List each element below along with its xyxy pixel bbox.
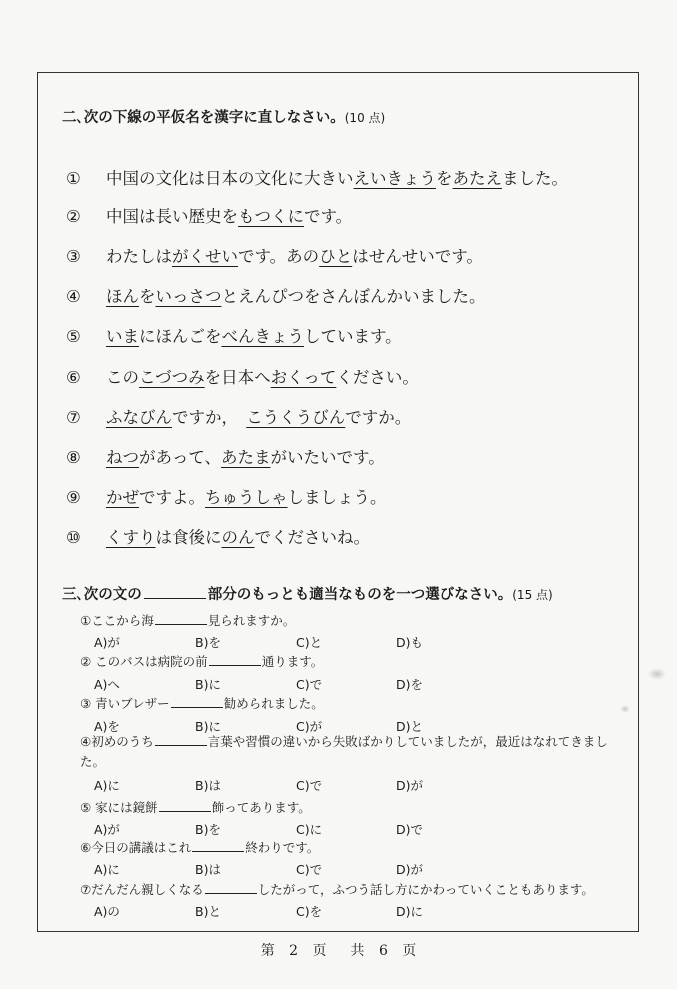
answer-option: A)に xyxy=(94,778,120,793)
item-text: を xyxy=(139,287,156,306)
question-before-blank: ⑦だんだん親しくなる xyxy=(80,882,204,897)
item-text: 中国は長い歴史を xyxy=(106,207,238,226)
answer-option: B)を xyxy=(195,822,221,837)
item-text: は食後に xyxy=(155,528,222,547)
question-after-blank: したがって，ふつう話し方にかわっていくこともあります。 xyxy=(257,882,594,897)
underlined-kana: がくせい xyxy=(172,247,238,266)
underlined-kana: あたま xyxy=(221,448,271,467)
answer-option: C)が xyxy=(296,719,323,734)
item-text: を日本へ xyxy=(204,368,271,387)
item-number: ① xyxy=(66,169,81,188)
page-number: 第 2 页 xyxy=(260,943,327,959)
item-number: ⑨ xyxy=(66,488,81,507)
answer-blank xyxy=(192,851,244,852)
question-after-blank: 勧められました。 xyxy=(223,696,324,711)
item-text: にほんごを xyxy=(139,327,222,346)
underlined-kana: いっさつ xyxy=(155,287,222,306)
item-text: この xyxy=(106,368,139,387)
question-before-blank: ⑥今日の講議はこれ xyxy=(80,840,192,855)
underlined-kana: おくって xyxy=(270,368,337,387)
answer-option: D)を xyxy=(396,677,424,692)
underlined-kana: ねつ xyxy=(106,448,139,467)
item-text: ですか。 xyxy=(345,408,412,427)
item-text: しましょう。 xyxy=(287,488,387,507)
section3-title xyxy=(62,583,553,604)
section3-title-after: 部分のもっとも適当なものを一つ選びなさい。 xyxy=(207,587,513,603)
item-number: ③ xyxy=(66,247,81,266)
item-number: ② xyxy=(66,207,81,226)
vocab-item xyxy=(66,165,568,189)
section2-points: (10 点) xyxy=(344,111,386,125)
question-after-blank: 終わりです。 xyxy=(245,840,320,855)
answer-option: C)で xyxy=(296,677,323,692)
answer-option: D)と xyxy=(396,719,424,734)
answer-option: A)が xyxy=(94,635,120,650)
section3-points: (15 点) xyxy=(512,588,553,602)
answer-option: C)を xyxy=(296,904,323,919)
answer-option: B)は xyxy=(195,862,221,877)
question-before-blank: ② このバスは病院の前 xyxy=(80,654,208,669)
answer-option: C)で xyxy=(296,862,323,877)
answer-option: D)で xyxy=(396,822,424,837)
vocab-item xyxy=(66,404,411,428)
underlined-kana: えいきょう xyxy=(353,169,436,188)
vocab-item xyxy=(66,203,352,227)
section2-title-text: 二､次の下線の平仮名を漢字に直しなさい。 xyxy=(62,110,345,126)
item-text: とえんぴつをさんぼんかいました。 xyxy=(221,287,486,306)
answer-blank xyxy=(205,893,257,894)
item-number: ④ xyxy=(66,287,81,306)
vocab-item xyxy=(66,283,486,307)
vocab-item xyxy=(66,243,483,267)
item-text: です。あの xyxy=(238,247,320,266)
underlined-kana: こづつみ xyxy=(139,368,205,387)
item-text: です。 xyxy=(304,207,353,226)
question-text xyxy=(80,611,295,629)
question-text xyxy=(80,732,628,772)
answer-blank xyxy=(159,811,211,812)
underlined-kana: もつくに xyxy=(238,207,304,226)
underlined-kana: ちゅうしゃ xyxy=(205,488,288,507)
answer-option: D)が xyxy=(396,778,424,793)
vocab-item xyxy=(66,444,385,468)
answer-option: D)も xyxy=(396,635,424,650)
answer-blank xyxy=(209,665,261,666)
underlined-kana: こうくうびん xyxy=(246,408,346,427)
underlined-kana: くすり xyxy=(106,528,156,547)
item-text: ですよ。 xyxy=(139,488,205,507)
vocab-item xyxy=(66,484,387,508)
answer-option: D)に xyxy=(396,904,424,919)
vocab-item xyxy=(66,524,370,548)
scan-smudge xyxy=(648,668,666,680)
question-text xyxy=(80,880,594,898)
answer-option: C)と xyxy=(296,635,323,650)
question-before-blank: ③ 青いブレザー xyxy=(80,696,170,711)
question-before-blank: ④初めのうち xyxy=(80,734,154,749)
page-footer xyxy=(0,940,677,960)
item-number: ⑤ xyxy=(66,327,81,346)
underlined-kana: あたえ xyxy=(452,169,502,188)
section2-title xyxy=(62,106,385,127)
answer-option: A)へ xyxy=(94,677,120,692)
answer-option: B)は xyxy=(195,778,221,793)
item-text: がいたいです。 xyxy=(270,448,385,467)
question-after-blank: 言葉や習慣の違いから失敗ばかりしていましたが，最近はなれてきました。 xyxy=(80,734,608,769)
question-after-blank: 見られますか。 xyxy=(207,613,296,628)
question-text xyxy=(80,838,319,856)
underlined-kana: のん xyxy=(221,528,255,547)
item-text: ですか， xyxy=(172,408,247,427)
vocab-item xyxy=(66,323,402,347)
answer-option: A)の xyxy=(94,904,120,919)
item-number: ⑥ xyxy=(66,368,81,387)
answer-option: A)が xyxy=(94,822,120,837)
item-number: ⑦ xyxy=(66,408,81,427)
question-text xyxy=(80,694,324,712)
item-text: はせんせいです。 xyxy=(352,247,483,266)
section3-title-before: 三､次の文の xyxy=(62,587,142,603)
question-before-blank: ①ここから海 xyxy=(80,613,154,628)
answer-option: A)を xyxy=(94,719,120,734)
question-after-blank: 通ります。 xyxy=(261,654,324,669)
item-text: わたしは xyxy=(106,247,172,266)
vocab-item xyxy=(66,364,419,388)
page-total: 共 6 页 xyxy=(350,943,417,959)
underlined-kana: ふなびん xyxy=(106,408,172,427)
question-after-blank: 飾ってあります。 xyxy=(211,800,311,815)
answer-blank xyxy=(155,745,207,746)
question-before-blank: ⑤ 家には鏡餅 xyxy=(80,800,158,815)
item-text: でくださいね。 xyxy=(254,528,370,547)
scan-smudge xyxy=(620,705,630,713)
item-number: ⑧ xyxy=(66,448,81,467)
question-text xyxy=(80,652,323,670)
item-number: ⑩ xyxy=(66,528,81,547)
answer-blank xyxy=(171,707,223,708)
answer-option: B)に xyxy=(195,677,221,692)
underlined-kana: かぜ xyxy=(106,488,139,507)
item-text: を xyxy=(436,169,453,188)
item-text: ました。 xyxy=(502,169,568,188)
title-blank-line xyxy=(144,598,206,599)
underlined-kana: ひと xyxy=(319,247,353,266)
answer-option: C)に xyxy=(296,822,323,837)
answer-blank xyxy=(155,624,207,625)
answer-option: B)に xyxy=(195,719,221,734)
item-text: しています。 xyxy=(304,327,402,346)
underlined-kana: べんきょう xyxy=(221,327,304,346)
item-text: があって、 xyxy=(139,448,222,467)
item-text: 中国の文化は日本の文化に大きい xyxy=(106,169,354,188)
answer-option: A)に xyxy=(94,862,120,877)
answer-option: B)を xyxy=(195,635,221,650)
answer-option: C)で xyxy=(296,778,323,793)
underlined-kana: いま xyxy=(106,327,139,346)
question-text xyxy=(80,798,311,816)
answer-option: D)が xyxy=(396,862,424,877)
underlined-kana: ほん xyxy=(106,287,139,306)
answer-option: B)と xyxy=(195,904,221,919)
item-text: ください。 xyxy=(336,368,419,387)
